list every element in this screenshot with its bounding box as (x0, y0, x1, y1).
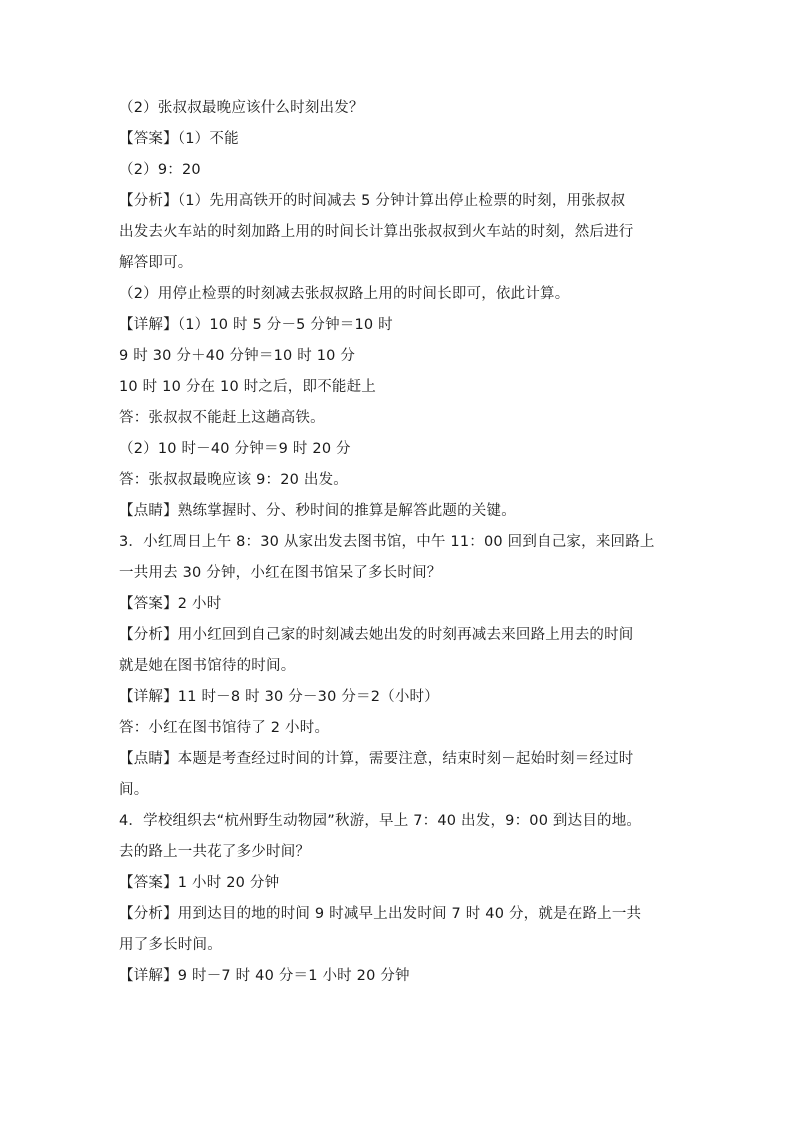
question-4-detail: 【详解】9 时－7 时 40 分＝1 小时 20 分钟 (119, 968, 410, 984)
detail-line-4: （2）10 时－40 分钟＝9 时 20 分 (119, 441, 351, 457)
analysis-part-2: （2）用停止检票的时刻减去张叔叔路上用的时间长即可，依此计算。 (119, 286, 570, 302)
analysis-line-2: 出发去火车站的时刻加路上用的时间长计算出张叔叔到火车站的时刻，然后进行 (119, 224, 634, 240)
question-3-line-2: 一共用去 30 分钟，小红在图书馆呆了多长时间？ (119, 565, 442, 581)
detail-answer-2: 答：张叔叔最晚应该 9：20 出发。 (119, 472, 348, 488)
detail-line-2: 9 时 30 分＋40 分钟＝10 时 10 分 (119, 348, 356, 364)
answer-label: 【答案】（1）不能 (119, 131, 239, 147)
document-body (119, 98, 679, 997)
question-4-analysis-1: 【分析】用到达目的地的时间 9 时减早上出发时间 7 时 40 分，就是在路上一共 (119, 906, 642, 922)
question-2-2: （2）张叔叔最晚应该什么时刻出发？ (119, 100, 364, 116)
question-3-line-1: 3．小红周日上午 8：30 从家出发去图书馆，中午 11：00 回到自己家，来回路上 (119, 534, 655, 550)
question-4-analysis-2: 用了多长时间。 (119, 937, 222, 953)
key-point: 【点睛】熟练掌握时、分、秒时间的推算是解答此题的关键。 (119, 503, 516, 519)
question-3-detail: 【详解】11 时－8 时 30 分－30 分＝2（小时） (119, 689, 439, 705)
question-3-key-point-2: 间。 (119, 782, 149, 798)
detail-line-3: 10 时 10 分在 10 时之后，即不能赶上 (119, 379, 376, 395)
detail-line-1: 【详解】（1）10 时 5 分－5 分钟＝10 时 (119, 317, 393, 333)
question-4-line-1: 4．学校组织去“杭州野生动物园”秋游，早上 7：40 出发，9：00 到达目的地。 (119, 813, 642, 829)
question-3-analysis-1: 【分析】用小红回到自己家的时刻减去她出发的时刻再减去来回路上用去的时间 (119, 627, 634, 643)
question-3-reply: 答：小红在图书馆待了 2 小时。 (119, 720, 330, 736)
analysis-line-1: 【分析】（1）先用高铁开的时间减去 5 分钟计算出停止检票的时刻，用张叔叔 (119, 193, 626, 209)
answer-part-2: （2）9：20 (119, 162, 201, 178)
question-4-answer: 【答案】1 小时 20 分钟 (119, 875, 280, 891)
detail-answer-1: 答：张叔叔不能赶上这趟高铁。 (119, 410, 325, 426)
question-3-answer: 【答案】2 小时 (119, 596, 222, 612)
question-3-analysis-2: 就是她在图书馆待的时间。 (119, 658, 296, 674)
analysis-line-3: 解答即可。 (119, 255, 193, 271)
question-4-line-2: 去的路上一共花了多少时间？ (119, 844, 311, 860)
question-3-key-point-1: 【点睛】本题是考查经过时间的计算，需要注意，结束时刻－起始时刻＝经过时 (119, 751, 634, 767)
